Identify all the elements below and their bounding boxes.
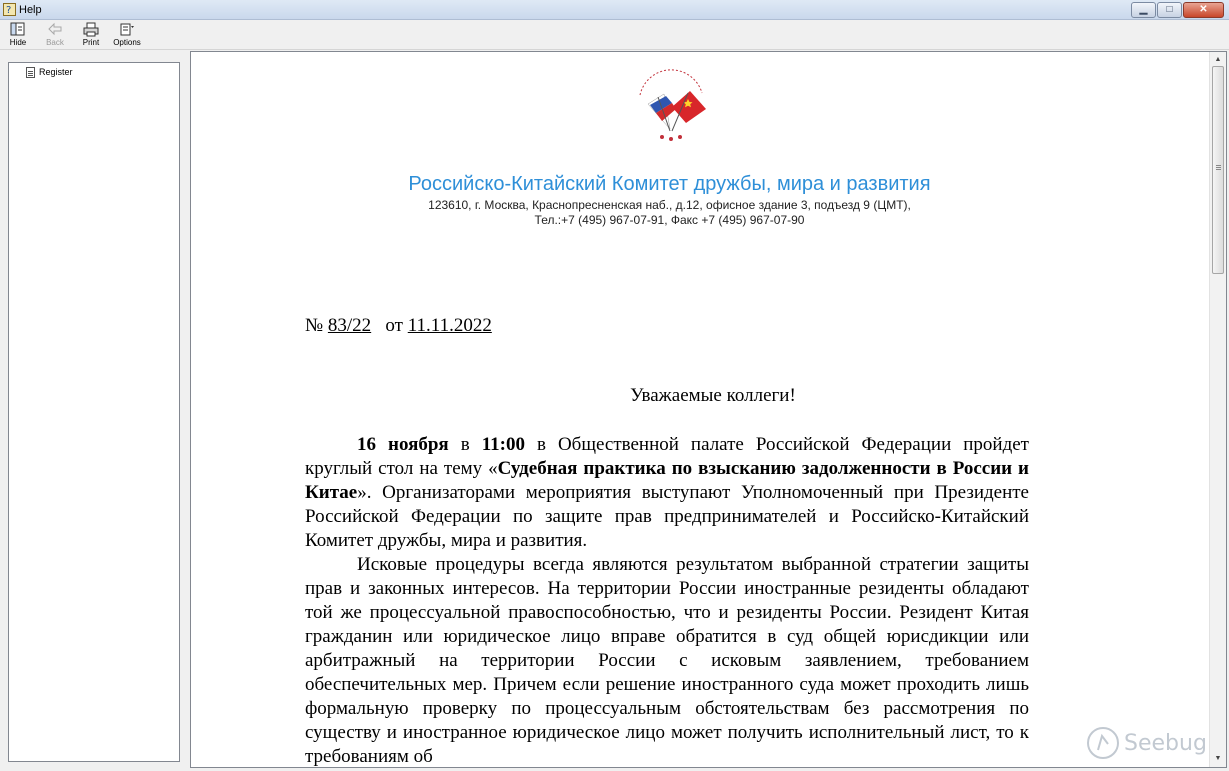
help-app-icon bbox=[3, 3, 16, 16]
window-title: Help bbox=[19, 4, 42, 16]
back-button[interactable] bbox=[38, 21, 72, 49]
svg-text:?: ? bbox=[6, 5, 12, 16]
scrollbar-thumb[interactable] bbox=[1212, 66, 1224, 274]
pane-splitter[interactable] bbox=[182, 52, 190, 771]
scroll-down-icon[interactable]: ▼ bbox=[1214, 755, 1222, 762]
event-topic: Судебная практика по взысканию задолженности в России и Китае bbox=[305, 458, 1029, 503]
print-label: Print bbox=[82, 38, 100, 47]
watermark-text: Seebug bbox=[1124, 730, 1207, 756]
event-date: 16 ноября bbox=[357, 434, 449, 455]
hide-label: Hide bbox=[9, 38, 27, 47]
maximize-icon: □ bbox=[1166, 4, 1173, 15]
minimize-button[interactable] bbox=[1131, 2, 1156, 18]
paragraph-text: ». Организаторами мероприятия выступают Уполномоченный при Президенте Российской Федерации по защите прав предпринимателей и Российско-Китайский Комитет дружбы, мира и развития. bbox=[305, 482, 1029, 551]
paragraph-2: Исковые процедуры всегда являются результатом выбранной стратегии защиты прав и законных интересов. На территории России иностранные резиденты обладают той же процессуальной правоспособностью, что и резиденты России. Резидент Китая гражданин или юридическое лицо вправе обратится в суд общей юрисдикции или арбитражный на территории России с исковым заявлением, требованием обеспечительных мер. Причем если решение иностранного суда может проходить лишь формальную проверку по процессуальным обстоятельствам без рассмотрения по существу и иностранное юридическое лицо может получить исполнительный лист, то к требованиям об bbox=[305, 554, 1029, 767]
contents-tree-pane bbox=[8, 62, 180, 762]
greeting: Уважаемые коллеги! bbox=[630, 385, 796, 406]
paragraph-text: в Общественной палате Российской Федерации пройдет круглый стол на тему « bbox=[305, 434, 1029, 479]
russia-china-flags-logo bbox=[628, 69, 714, 145]
paragraph-text: в bbox=[448, 434, 482, 455]
document-icon bbox=[26, 67, 35, 78]
toolbar bbox=[0, 20, 1229, 50]
back-label: Back bbox=[46, 38, 64, 47]
title-bar bbox=[0, 0, 1229, 20]
options-icon bbox=[118, 22, 136, 37]
back-arrow-icon bbox=[46, 22, 64, 37]
document-body bbox=[305, 433, 1029, 768]
hide-pane-icon bbox=[9, 22, 27, 37]
date-prefix: от bbox=[371, 315, 408, 336]
seebug-watermark bbox=[1086, 725, 1207, 761]
vertical-scrollbar[interactable] bbox=[1209, 52, 1226, 767]
document-number: 83/22 bbox=[327, 315, 372, 336]
tree-item-label: Register bbox=[39, 67, 73, 77]
printer-icon bbox=[82, 22, 100, 37]
organization-phone: Тел.:+7 (495) 967-07-91, Факс +7 (495) 967-07-90 bbox=[534, 213, 805, 227]
hide-button[interactable] bbox=[1, 21, 35, 49]
paragraph-1 bbox=[305, 433, 1029, 553]
minimize-icon: ▁ bbox=[1139, 4, 1148, 15]
organization-title: Российско-Китайский Комитет дружбы, мира и развития bbox=[408, 173, 931, 195]
event-time: 11:00 bbox=[481, 434, 525, 455]
print-button[interactable] bbox=[74, 21, 108, 49]
document-view-pane bbox=[190, 51, 1227, 768]
organization-address: 123610, г. Москва, Краснопресненская наб., д.12, офисное здание 3, подъезд 9 (ЦМТ), bbox=[428, 198, 911, 212]
close-button[interactable] bbox=[1183, 2, 1224, 18]
options-label: Options bbox=[113, 38, 141, 47]
grip-icon bbox=[1216, 165, 1221, 166]
scroll-up-icon[interactable]: ▲ bbox=[1214, 56, 1222, 63]
seebug-logo-icon bbox=[1086, 726, 1120, 760]
window-controls bbox=[1130, 2, 1224, 18]
close-icon: ✕ bbox=[1199, 4, 1208, 15]
maximize-button[interactable] bbox=[1157, 2, 1182, 18]
document-date: 11.11.2022 bbox=[407, 315, 492, 336]
options-button[interactable] bbox=[110, 21, 144, 49]
tree-item-register[interactable] bbox=[26, 66, 73, 78]
number-prefix: № bbox=[305, 315, 328, 336]
document-number-line bbox=[305, 315, 492, 337]
